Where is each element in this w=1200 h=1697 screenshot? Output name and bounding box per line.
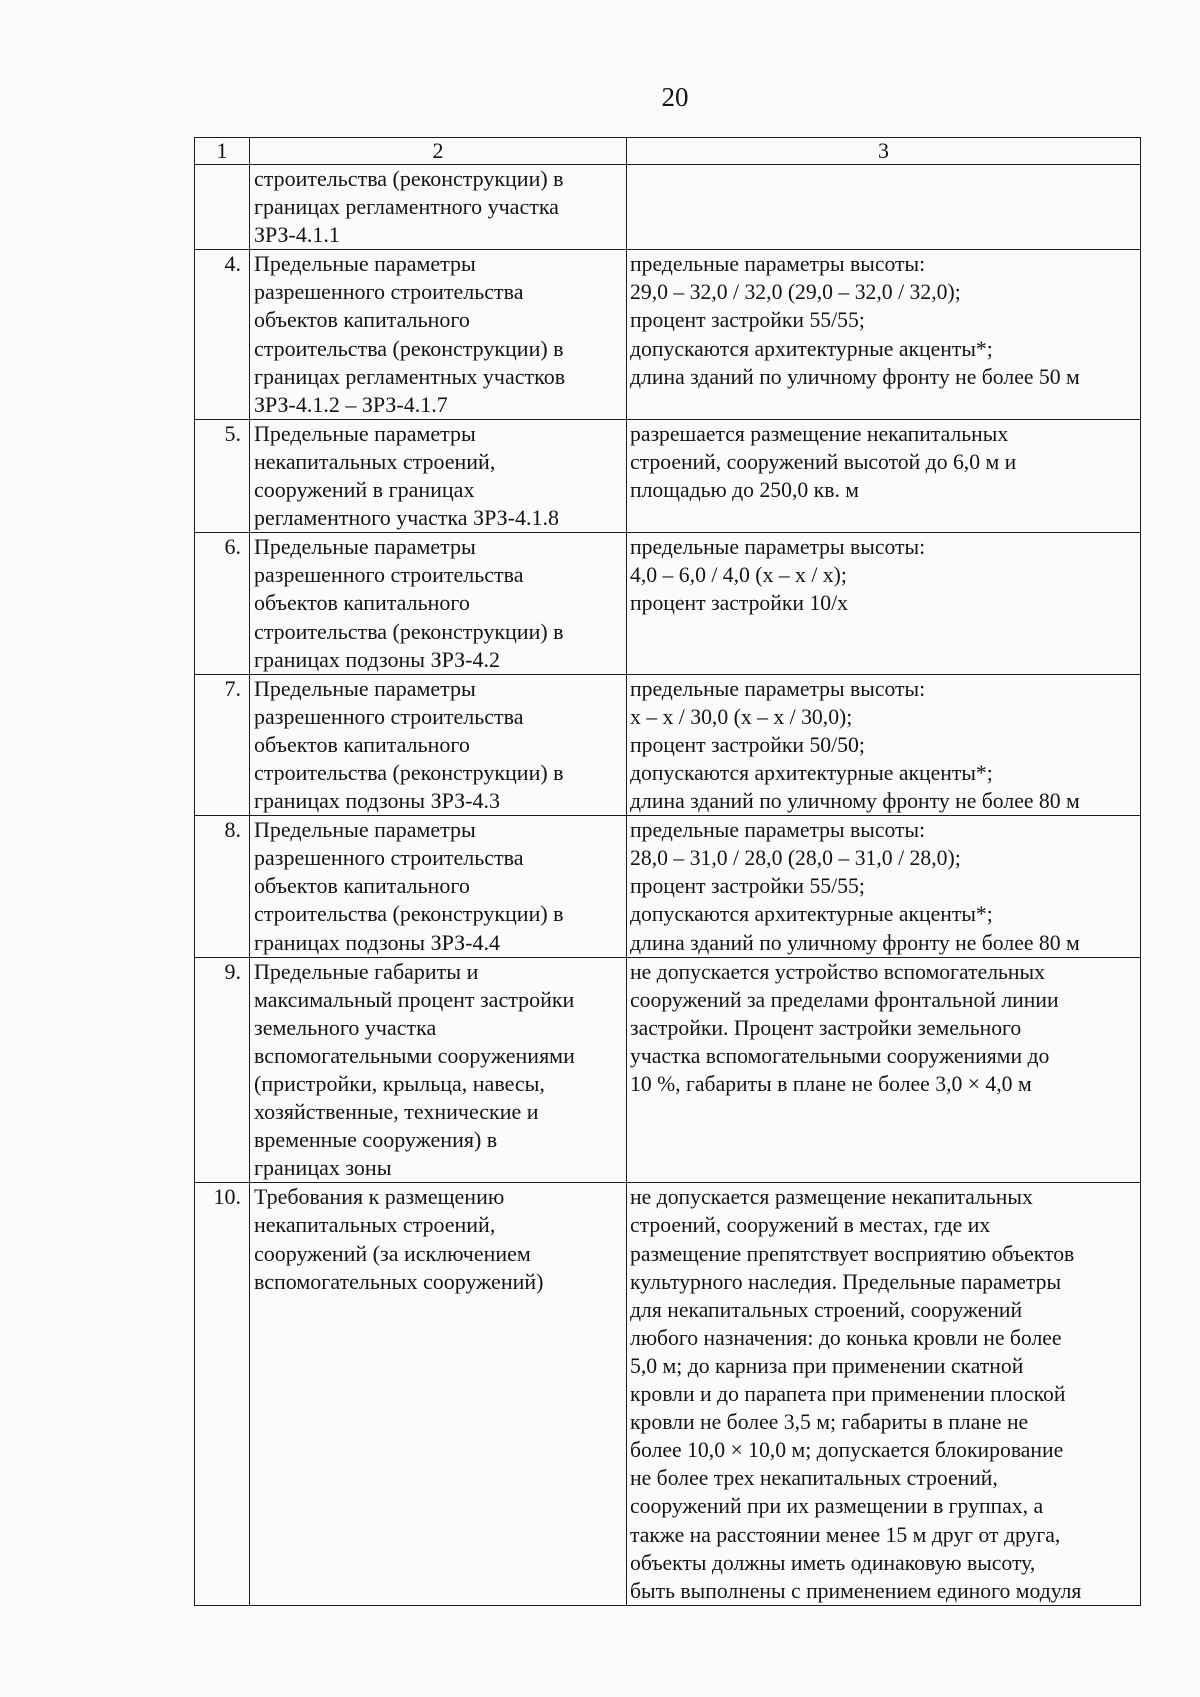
parameter-cell: Предельные параметры разрешенного строительства объектов капитального строительства (реконструкции) в границах регламентных участков ЗРЗ-4.1.2 – ЗРЗ-4.1.7 [250,250,627,420]
table-row [195,674,1141,815]
parameter-cell: Предельные параметры разрешенного строительства объектов капитального строительства (реконструкции) в границах подзоны ЗРЗ-4.2 [250,533,627,674]
table-row [195,1183,1141,1605]
column-header-3: 3 [627,138,1141,165]
value-cell: не допускается размещение некапитальных строений, сооружений в местах, где их размещение препятствует восприятию объектов культурного наследия. Предельные параметры для некапитальных строений, сооружений любого назначения: до конька кровли не более 5,0 м; до карниза при применении скатной кровли и до парапета при применении плоской кровли не более 3,5 м; габариты в плане не более 10,0 × 10,0 м; допускается блокирование не более трех некапитальных строений, сооружений при их размещении в группах, а также на расстоянии менее 15 м друг от друга, объекты должны иметь одинаковую высоту, быть выполнены с применением единого модуля [627,1183,1141,1605]
table-row [195,165,1141,250]
table-row [195,419,1141,532]
table-header-row [195,138,1141,165]
parameter-cell: строительства (реконструкции) в границах регламентного участка ЗРЗ-4.1.1 [250,165,627,250]
column-header-2: 2 [250,138,627,165]
column-header-1: 1 [195,138,250,165]
value-cell: предельные параметры высоты: 28,0 – 31,0 / 28,0 (28,0 – 31,0 / 28,0); процент застройки 55/55; допускаются архитектурные акценты*; длина зданий по уличному фронту не более 80 м [627,816,1141,957]
page-number: 20 [661,82,689,112]
row-number: 10. [195,1183,250,1605]
row-number: 8. [195,816,250,957]
regulations-table [194,137,1141,1606]
table-row [195,816,1141,957]
value-cell: не допускается устройство вспомогательных сооружений за пределами фронтальной линии застройки. Процент застройки земельного участка вспомогательными сооружениями до 10 %, габариты в плане не более 3,0 × 4,0 м [627,957,1141,1183]
parameter-cell: Требования к размещению некапитальных строений, сооружений (за исключением вспомогательных сооружений) [250,1183,627,1605]
row-number: 6. [195,533,250,674]
value-cell: разрешается размещение некапитальных строений, сооружений высотой до 6,0 м и площадью до 250,0 кв. м [627,419,1141,532]
parameter-cell: Предельные параметры разрешенного строительства объектов капитального строительства (реконструкции) в границах подзоны ЗРЗ-4.4 [250,816,627,957]
table-row [195,533,1141,674]
value-cell: предельные параметры высоты: x – x / 30,0 (x – x / 30,0); процент застройки 50/50; допускаются архитектурные акценты*; длина зданий по уличному фронту не более 80 м [627,674,1141,815]
parameter-cell: Предельные параметры некапитальных строений, сооружений в границах регламентного участка ЗРЗ-4.1.8 [250,419,627,532]
table-row [195,250,1141,420]
parameter-cell: Предельные габариты и максимальный процент застройки земельного участка вспомогательными сооружениями (пристройки, крыльца, навесы, хозяйственные, технические и временные сооружения) в границах зоны [250,957,627,1183]
row-number: 5. [195,419,250,532]
parameter-cell: Предельные параметры разрешенного строительства объектов капитального строительства (реконструкции) в границах подзоны ЗРЗ-4.3 [250,674,627,815]
row-number: 7. [195,674,250,815]
row-number: 9. [195,957,250,1183]
value-cell: предельные параметры высоты: 29,0 – 32,0 / 32,0 (29,0 – 32,0 / 32,0); процент застройки 55/55; допускаются архитектурные акценты*; длина зданий по уличному фронту не более 50 м [627,250,1141,420]
table-row [195,957,1141,1183]
row-number: 4. [195,250,250,420]
value-cell [627,165,1141,250]
value-cell: предельные параметры высоты: 4,0 – 6,0 / 4,0 (x – x / x); процент застройки 10/x [627,533,1141,674]
row-number [195,165,250,250]
